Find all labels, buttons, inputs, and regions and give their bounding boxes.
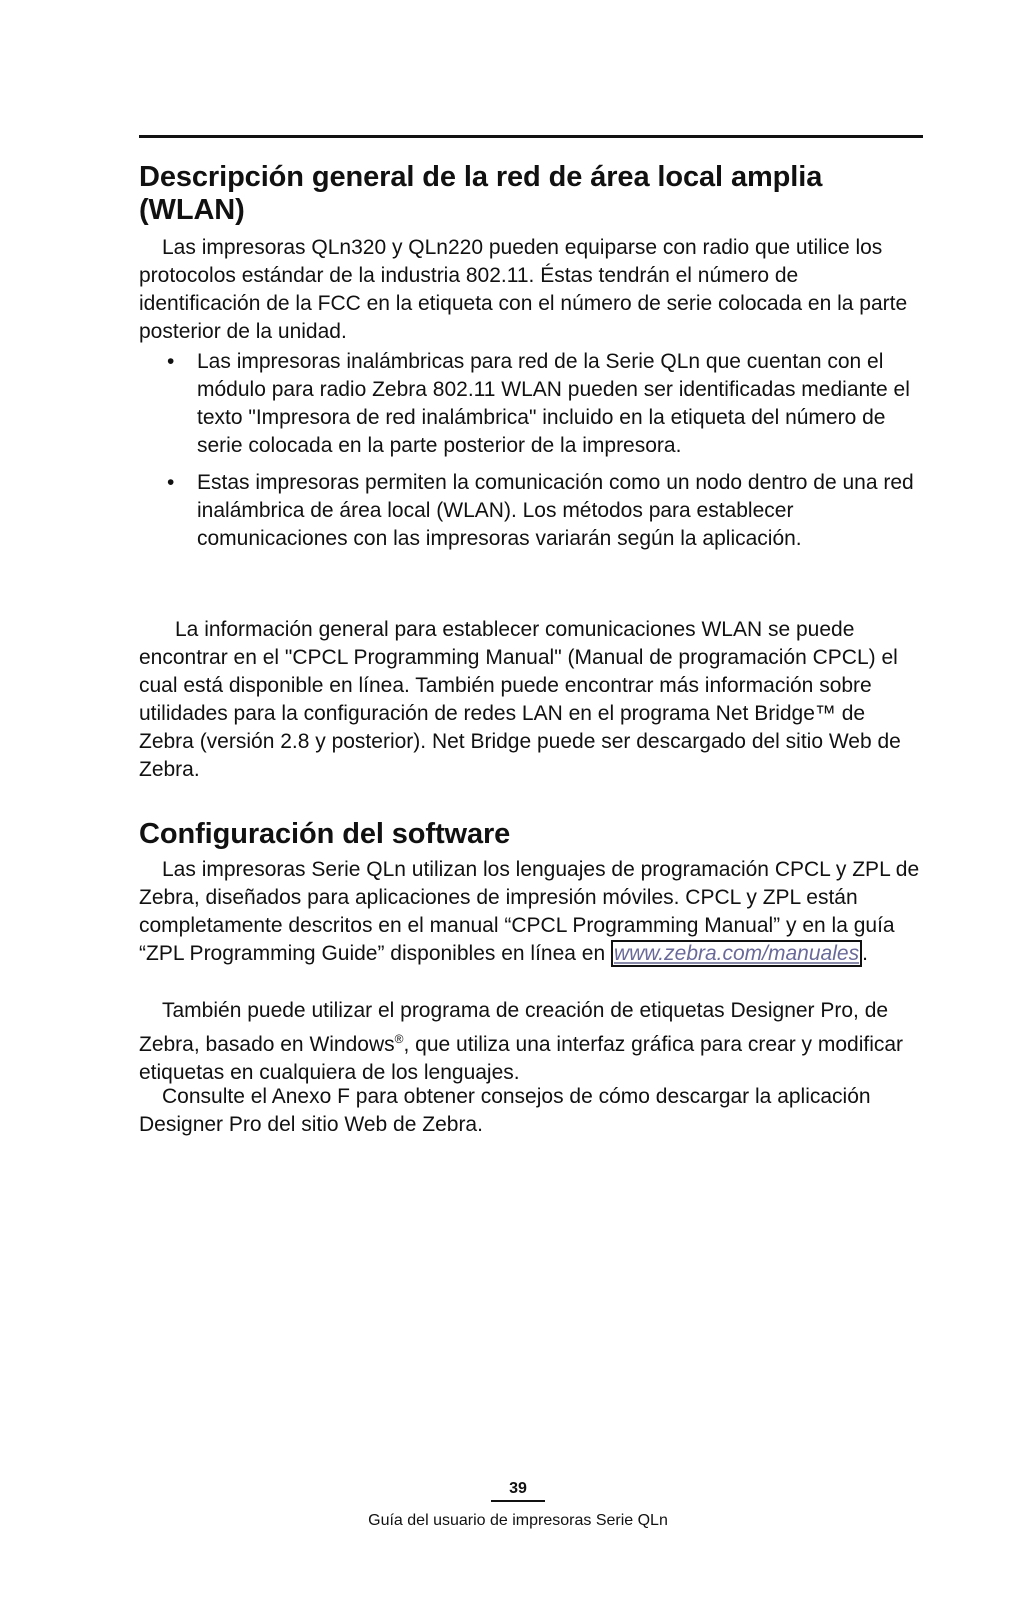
bullet-text: Las impresoras inalámbricas para red de la Serie QLn que cuentan con el módulo para radio Zebra 802.11 WLAN pueden ser identificadas mediante el texto "Impresora de red inalámbrica" incluido en la etiqueta del número de serie colocada en la parte posterior de la impresora. bbox=[197, 350, 910, 457]
sentence-end: . bbox=[862, 942, 868, 965]
software-paragraph-1-text: Las impresoras Serie QLn utilizan los lenguajes de programación CPCL y ZPL de Zebra, diseñados para aplicaciones de impresión móviles. CPCL y ZPL están completamente descritos en el manual “CPCL Programming Manual” y en la guía “ZPL Programming Guide” disponibles en línea en bbox=[139, 858, 920, 965]
wlan-intro-paragraph: Las impresoras QLn320 y QLn220 pueden equiparse con radio que utilice los protocolos estándar de la industria 802.11. Éstas tendrán el número de identificación de la FCC en la etiqueta con el número de serie colocada en la parte posterior de la unidad. bbox=[139, 236, 908, 343]
software-paragraph-1 bbox=[139, 856, 923, 968]
software-paragraph-2-text-a: También puede utilizar el programa de creación de etiquetas Designer Pro, de Zebra, basado en Windows bbox=[139, 999, 889, 1056]
section-heading-software: Configuración del software bbox=[139, 818, 511, 850]
software-paragraph-3: Consulte el Anexo F para obtener consejos de cómo descargar la aplicación Designer Pro del sitio Web de Zebra. bbox=[139, 1085, 871, 1136]
footer-title: Guía del usuario de impresoras Serie QLn bbox=[368, 1512, 668, 1529]
bullet-icon: • bbox=[167, 350, 175, 373]
list-item bbox=[139, 469, 923, 553]
software-paragraph-2 bbox=[139, 997, 923, 1087]
registered-mark: ® bbox=[394, 1032, 404, 1046]
manuals-link[interactable]: www.zebra.com/manuales bbox=[611, 940, 862, 967]
page-number: 39 bbox=[491, 1480, 545, 1502]
software-paragraph-2-text-b: , que utiliza una interfaz gráfica para crear y modificar etiquetas en cualquiera de los lenguajes. bbox=[139, 1033, 904, 1084]
section-heading-wlan: Descripción general de la red de área local amplia (WLAN) bbox=[139, 161, 823, 226]
list-item bbox=[139, 348, 923, 460]
wlan-bullet-list bbox=[139, 348, 923, 562]
page-footer bbox=[0, 1480, 1036, 1530]
bullet-text: Estas impresoras permiten la comunicación como un nodo dentro de una red inalámbrica de área local (WLAN). Los métodos para establecer comunicaciones con las impresoras variarán según la aplicación. bbox=[197, 471, 914, 550]
wlan-closing-paragraph: La información general para establecer comunicaciones WLAN se puede encontrar en el "CPCL Programming Manual" (Manual de programación CPCL) el cual está disponible en línea. También puede encontrar más información sobre utilidades para la configuración de redes LAN en el programa Net Bridge™ de Zebra (versión 2.8 y posterior). Net Bridge puede ser descargado del sitio Web de Zebra. bbox=[139, 618, 901, 781]
top-rule bbox=[139, 135, 923, 138]
bullet-icon: • bbox=[167, 471, 175, 494]
